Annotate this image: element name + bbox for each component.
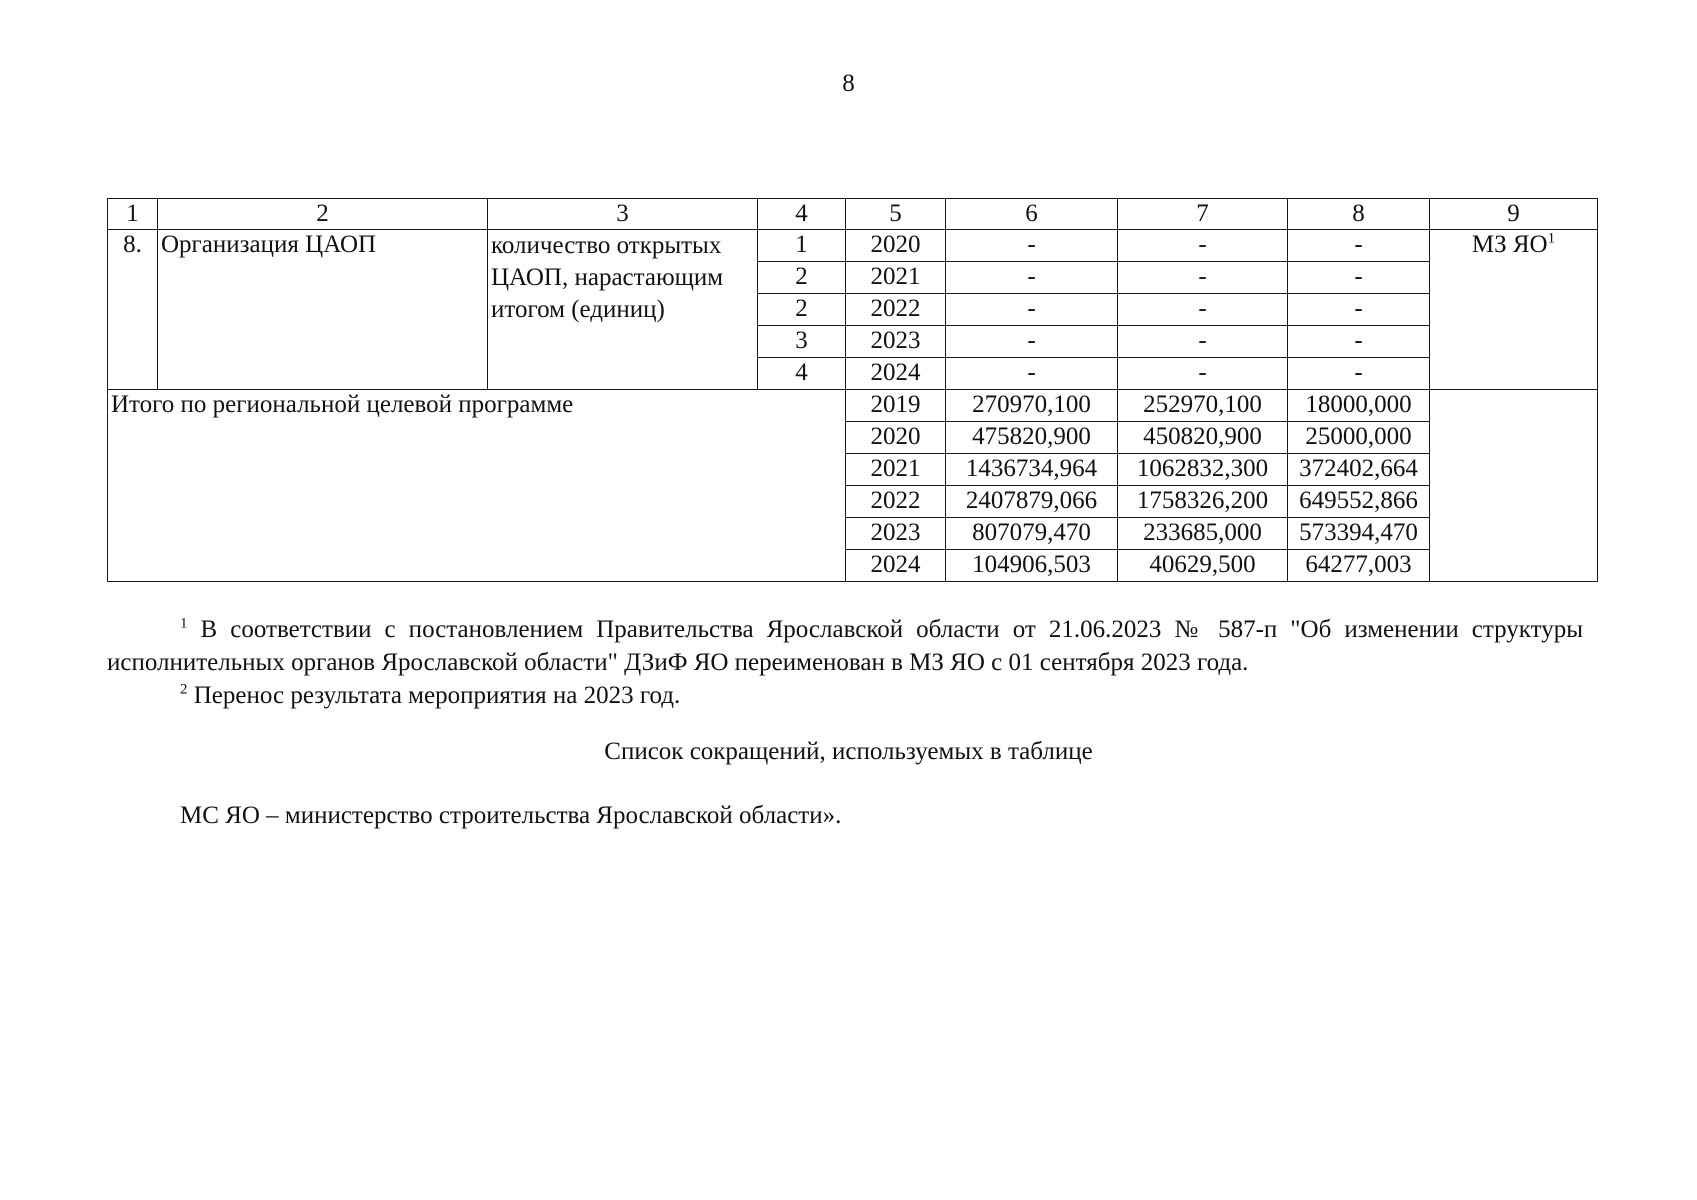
year-cell: 2024 xyxy=(846,550,946,582)
amount-cell: 64277,003 xyxy=(1288,550,1430,582)
total-label: Итого по региональной целевой программе xyxy=(108,390,846,582)
amount-cell: 40629,500 xyxy=(1118,550,1288,582)
page-number: 8 xyxy=(842,70,855,97)
amount-cell: 25000,000 xyxy=(1288,422,1430,454)
table-row xyxy=(108,230,1598,262)
amount-cell: 252970,100 xyxy=(1118,390,1288,422)
indicator-value: 2 xyxy=(758,294,846,326)
row-number: 8. xyxy=(108,230,158,390)
amount-cell: - xyxy=(1118,326,1288,358)
amount-cell: 233685,000 xyxy=(1118,518,1288,550)
amount-cell: 573394,470 xyxy=(1288,518,1430,550)
amount-cell: - xyxy=(1118,294,1288,326)
year-cell: 2024 xyxy=(846,358,946,390)
amount-cell: - xyxy=(1118,358,1288,390)
amount-cell: 18000,000 xyxy=(1288,390,1430,422)
amount-cell: 475820,900 xyxy=(946,422,1118,454)
header-cell: 9 xyxy=(1430,199,1598,230)
amount-cell: - xyxy=(1118,230,1288,262)
header-cell: 4 xyxy=(758,199,846,230)
footnote-1 xyxy=(107,613,1583,679)
indicator-name: количество открытых ЦАОП, нарастающим итогом (единиц) xyxy=(488,230,758,390)
amount-cell: 1758326,200 xyxy=(1118,486,1288,518)
amount-cell: 2407879,066 xyxy=(946,486,1118,518)
amount-cell: - xyxy=(1288,230,1430,262)
amount-cell: 270970,100 xyxy=(946,390,1118,422)
abbreviations-heading: Список сокращений, используемых в таблице xyxy=(604,738,1093,765)
amount-cell: - xyxy=(946,230,1118,262)
amount-cell: - xyxy=(1118,262,1288,294)
year-cell: 2023 xyxy=(846,326,946,358)
amount-cell: 372402,664 xyxy=(1288,454,1430,486)
header-cell: 2 xyxy=(158,199,488,230)
amount-cell: - xyxy=(946,358,1118,390)
table-row xyxy=(108,390,1598,422)
amount-cell: - xyxy=(946,262,1118,294)
year-cell: 2021 xyxy=(846,262,946,294)
footnote-mark: 1 xyxy=(180,615,188,632)
amount-cell: - xyxy=(946,294,1118,326)
executor-name: МЗ ЯО xyxy=(1471,231,1548,258)
header-cell: 6 xyxy=(946,199,1118,230)
amount-cell: 450820,900 xyxy=(1118,422,1288,454)
year-cell: 2021 xyxy=(846,454,946,486)
year-cell: 2022 xyxy=(846,486,946,518)
empty-cell xyxy=(1430,390,1598,582)
year-cell: 2023 xyxy=(846,518,946,550)
indicator-value: 2 xyxy=(758,262,846,294)
activity-name: Организация ЦАОП xyxy=(158,230,488,390)
indicator-value: 1 xyxy=(758,230,846,262)
amount-cell: - xyxy=(946,326,1118,358)
amount-cell: - xyxy=(1288,262,1430,294)
amount-cell: - xyxy=(1288,294,1430,326)
indicator-value: 4 xyxy=(758,358,846,390)
year-cell: 2020 xyxy=(846,230,946,262)
footnote-ref: 1 xyxy=(1547,230,1556,247)
amount-cell: - xyxy=(1288,326,1430,358)
year-cell: 2020 xyxy=(846,422,946,454)
executor-cell xyxy=(1430,230,1598,390)
amount-cell: 649552,866 xyxy=(1288,486,1430,518)
amount-cell: 104906,503 xyxy=(946,550,1118,582)
program-table xyxy=(107,198,1598,582)
footnote-text: В соответствии с постановлением Правительства Ярославской области от 21.06.2023 № 587-п "Об изменении структуры исполнительных органов Ярославской области" ДЗиФ ЯО переименован в МЗ ЯО с 01 сентября 2023 года. xyxy=(107,616,1583,676)
footnote-mark: 2 xyxy=(180,681,188,698)
amount-cell: 807079,470 xyxy=(946,518,1118,550)
footnote-text: Перенос результата мероприятия на 2023 год. xyxy=(193,682,681,709)
header-cell: 3 xyxy=(488,199,758,230)
year-cell: 2022 xyxy=(846,294,946,326)
table-header-row xyxy=(108,199,1598,230)
indicator-value: 3 xyxy=(758,326,846,358)
amount-cell: - xyxy=(1288,358,1430,390)
year-cell: 2019 xyxy=(846,390,946,422)
header-cell: 5 xyxy=(846,199,946,230)
abbreviation-item: МС ЯО – министерство строительства Ярославской области». xyxy=(180,802,842,829)
header-cell: 1 xyxy=(108,199,158,230)
amount-cell: 1062832,300 xyxy=(1118,454,1288,486)
header-cell: 7 xyxy=(1118,199,1288,230)
header-cell: 8 xyxy=(1288,199,1430,230)
amount-cell: 1436734,964 xyxy=(946,454,1118,486)
footnote-2 xyxy=(107,679,1583,712)
